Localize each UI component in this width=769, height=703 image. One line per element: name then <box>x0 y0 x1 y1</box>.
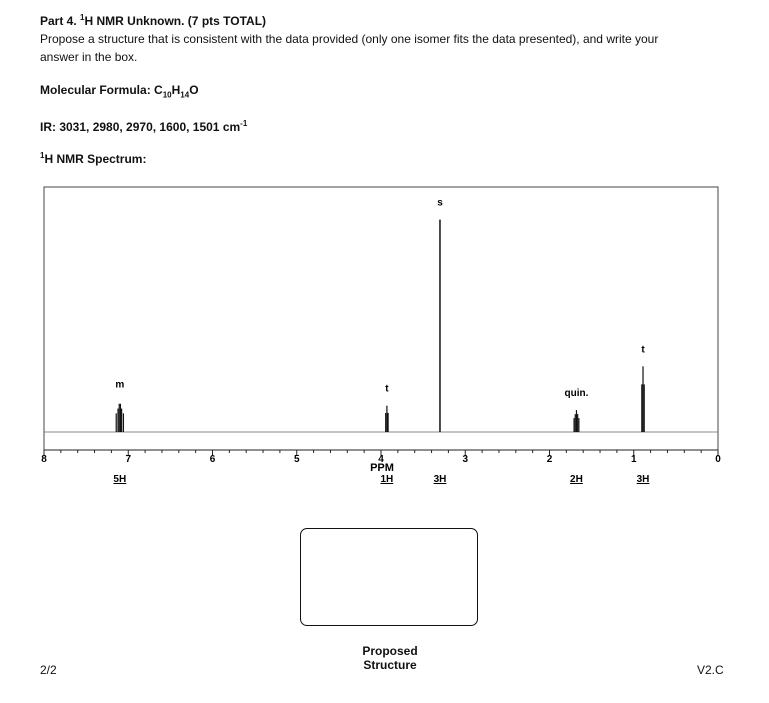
x-tick-label: 8 <box>41 454 47 465</box>
ir-text: IR: 3031, 2980, 2970, 1600, 1501 cm <box>40 120 241 134</box>
x-tick-label: 0 <box>715 454 721 465</box>
answer-box-label <box>300 644 480 672</box>
version-label: V2.C <box>697 663 724 677</box>
answer-box-label-line-2: Structure <box>363 658 417 672</box>
multiplicity-label: s <box>437 197 443 209</box>
multiplicity-label: m <box>115 379 125 391</box>
formula-label: Molecular Formula: <box>40 83 155 97</box>
integration-label: 1H <box>380 474 394 485</box>
page-number: 2/2 <box>40 663 57 677</box>
instruction-line-1: Propose a structure that is consistent with the data provided (only one isomer fits the data presented), and write your <box>40 32 659 46</box>
part-label: Part 4. <box>40 14 77 28</box>
x-tick-label: 7 <box>125 454 132 465</box>
answer-box[interactable] <box>300 528 478 626</box>
x-tick-label: 4 <box>378 454 384 465</box>
nmr-peaks <box>113 198 649 485</box>
spectrum-label-sup: 1 <box>40 151 45 160</box>
integration-label: 2H <box>570 474 583 485</box>
formula-h-count: 14 <box>180 90 190 100</box>
integration-label: 3H <box>636 474 650 485</box>
spectrum-label-text: H NMR Spectrum: <box>44 152 147 166</box>
integration-label: 5H <box>113 474 127 485</box>
x-tick-label: 1 <box>630 454 637 465</box>
plot-frame <box>44 187 718 450</box>
formula-c-count: 10 <box>162 90 172 100</box>
answer-box-label-line-1: Proposed <box>362 644 418 658</box>
formula-h: H <box>171 83 181 97</box>
multiplicity-label: t <box>385 383 389 395</box>
x-tick-label: 3 <box>462 454 469 465</box>
formula-o: O <box>189 83 199 97</box>
integration-label: 3H <box>433 474 447 485</box>
x-axis-label: PPM <box>370 462 394 474</box>
x-tick-label: 5 <box>293 454 300 465</box>
instruction-line-2: answer in the box. <box>40 50 138 64</box>
x-tick-label: 6 <box>209 454 216 465</box>
formula-c: C <box>154 83 163 97</box>
x-tick-label: 2 <box>546 454 553 465</box>
ir-exponent: -1 <box>240 119 248 128</box>
nmr-peak <box>434 198 447 485</box>
nmr-peak <box>637 344 650 485</box>
multiplicity-label: quin. <box>564 388 589 400</box>
title-text: H NMR Unknown. (7 pts TOTAL) <box>84 14 267 28</box>
multiplicity-label: t <box>641 344 645 356</box>
title-superscript: 1 <box>80 13 85 22</box>
nmr-peak <box>565 388 589 485</box>
